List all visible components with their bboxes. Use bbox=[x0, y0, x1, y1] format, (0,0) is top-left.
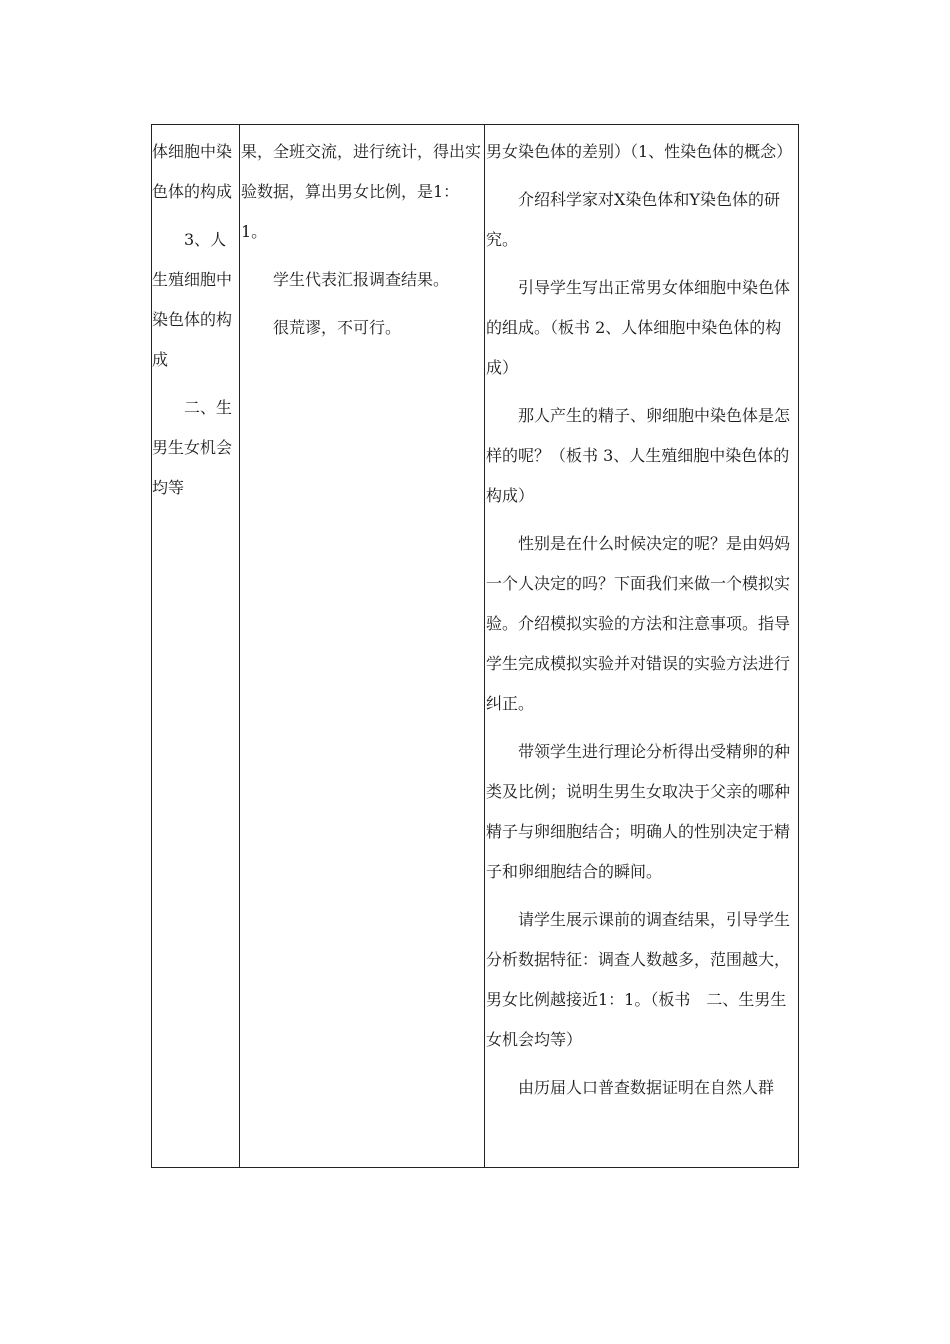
paragraph: 3、人生殖细胞中染色体的构成 bbox=[152, 230, 233, 369]
cell-text bbox=[485, 125, 799, 1108]
paragraph: 很荒谬，不可行。 bbox=[273, 318, 402, 337]
paragraph: 那人产生的精子、卵细胞中染色体是怎样的呢？（板书 3、人生殖细胞中染色体的构成） bbox=[486, 406, 791, 505]
column-student-activity bbox=[240, 125, 485, 1167]
paragraph: 介绍科学家对X染色体和Y染色体的研究。 bbox=[486, 190, 780, 249]
paragraph: 男女染色体的差别）（1、性染色体的概念） bbox=[486, 142, 793, 161]
column-teacher-activity bbox=[485, 125, 799, 1167]
paragraph: 体细胞中染色体的构成 bbox=[152, 142, 233, 201]
paragraph: 请学生展示课前的调查结果，引导学生分析数据特征：调查人数越多，范围越大，男女比例越接近1：1。（板书 二、生男生女机会均等） bbox=[486, 910, 791, 1049]
paragraph: 果，全班交流，进行统计，得出实验数据，算出男女比例，是1：1。 bbox=[241, 142, 482, 241]
lesson-plan-table bbox=[151, 124, 799, 1168]
cell-text bbox=[240, 125, 484, 348]
column-teaching-content bbox=[152, 125, 240, 1167]
paragraph: 由历届人口普查数据证明在自然人群 bbox=[518, 1078, 775, 1097]
paragraph: 二、生男生女机会均等 bbox=[152, 398, 233, 497]
cell-text bbox=[152, 125, 239, 508]
paragraph: 带领学生进行理论分析得出受精卵的种类及比例；说明生男生女取决于父亲的哪种精子与卵细胞结合；明确人的性别决定于精子和卵细胞结合的瞬间。 bbox=[486, 742, 791, 881]
paragraph: 性别是在什么时候决定的呢？是由妈妈一个人决定的吗？下面我们来做一个模拟实验。介绍模拟实验的方法和注意事项。指导学生完成模拟实验并对错误的实验方法进行纠正。 bbox=[486, 534, 791, 713]
paragraph: 引导学生写出正常男女体细胞中染色体的组成。（板书 2、人体细胞中染色体的构成） bbox=[486, 278, 791, 377]
paragraph: 学生代表汇报调查结果。 bbox=[273, 270, 450, 289]
